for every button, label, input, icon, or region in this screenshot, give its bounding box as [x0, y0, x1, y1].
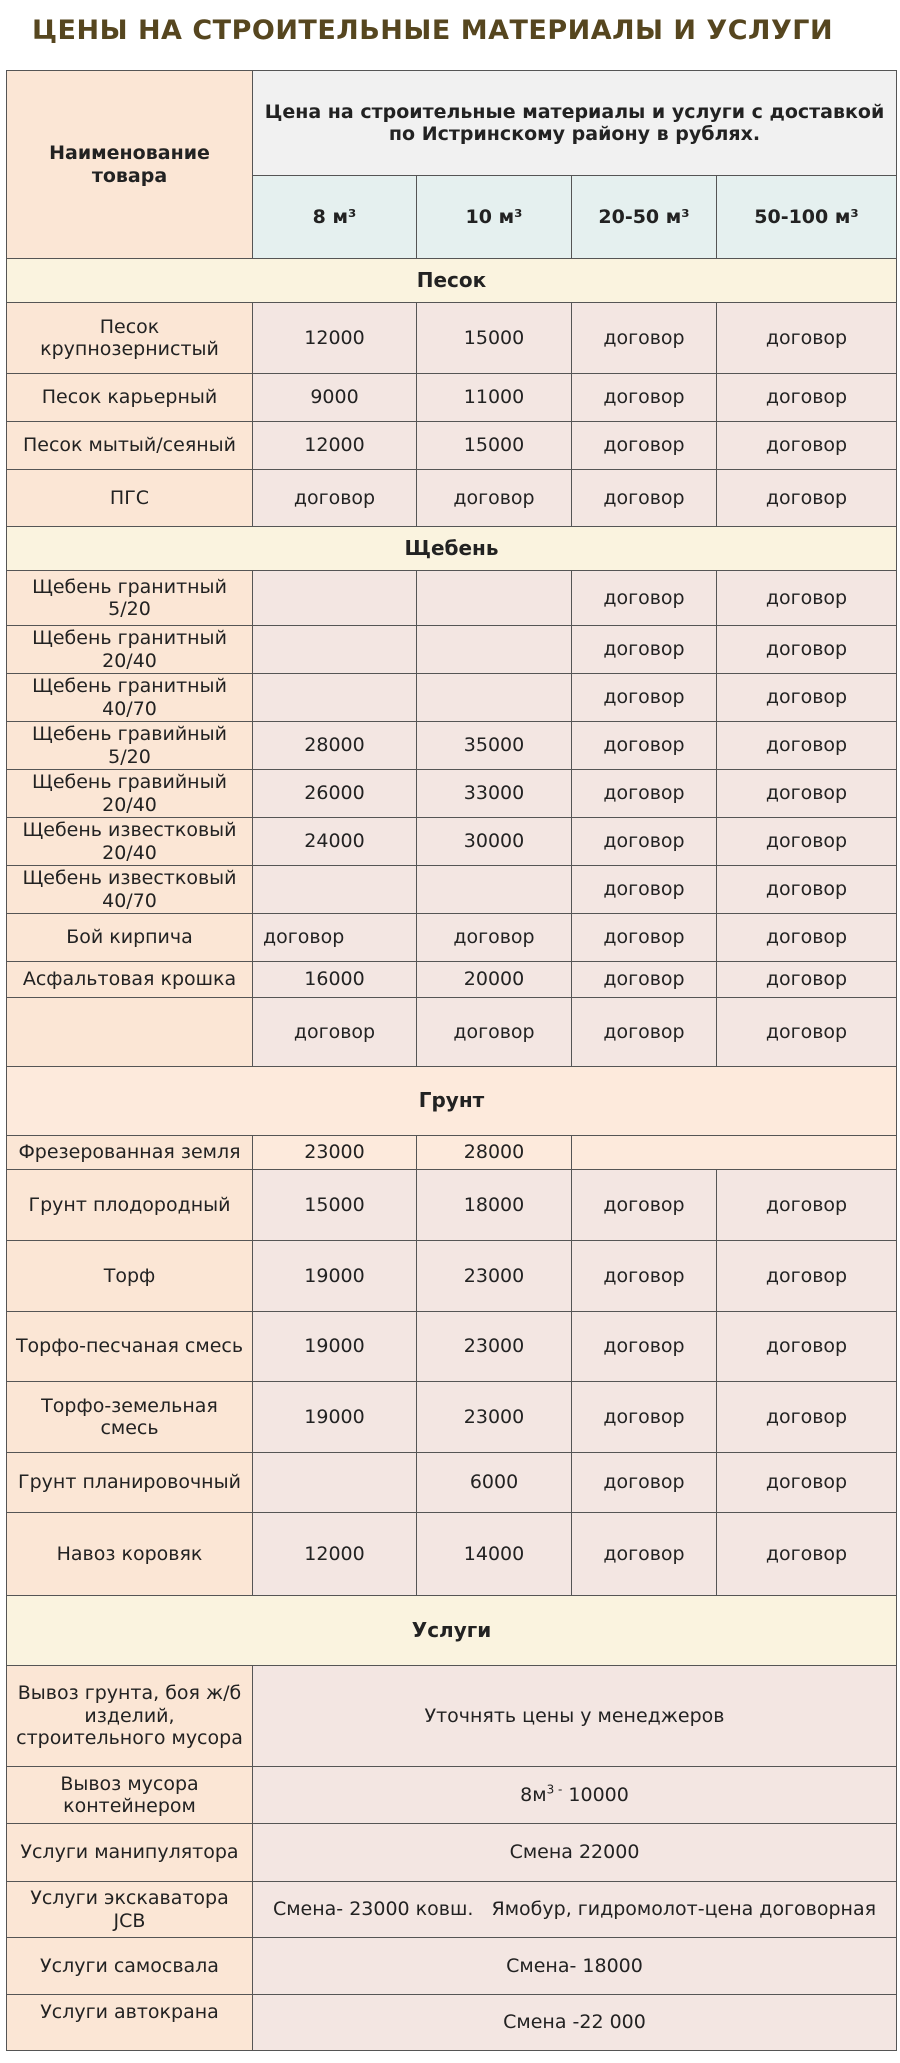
table-row: [7, 303, 897, 374]
price-cell: договор: [253, 998, 417, 1067]
price-cell: договор: [572, 1241, 717, 1312]
table-row: [7, 674, 897, 722]
row-name: Песок карьерный: [7, 374, 253, 422]
row-name: Щебень гравийный 20/40: [7, 770, 253, 818]
row-name: [7, 998, 253, 1067]
table-row: [7, 626, 897, 674]
row-name: Щебень гранитный 20/40: [7, 626, 253, 674]
table-row: [7, 722, 897, 770]
row-name: Асфальтовая крошка: [7, 962, 253, 998]
price-cell: 23000: [417, 1241, 572, 1312]
price-cell: договор: [717, 962, 897, 998]
header-volume-10: 10 м³: [417, 176, 572, 259]
price-cell: 23000: [417, 1312, 572, 1382]
price-cell: договор: [717, 1241, 897, 1312]
price-cell: 23000: [417, 1382, 572, 1453]
price-cell: 30000: [417, 818, 572, 866]
row-name: Вывоз мусора контейнером: [7, 1767, 253, 1824]
price-cell: договор: [717, 674, 897, 722]
price-cell: 19000: [253, 1312, 417, 1382]
price-cell: договор: [717, 374, 897, 422]
section-sand: Песок: [7, 259, 897, 303]
price-cell: договор: [717, 1382, 897, 1453]
price-cell: 28000: [253, 722, 417, 770]
price-cell: договор: [572, 818, 717, 866]
row-name: Фрезерованная земля: [7, 1136, 253, 1170]
price-cell: 11000: [417, 374, 572, 422]
price-cell: договор: [717, 1453, 897, 1513]
service-price: Смена- 18000: [253, 1938, 897, 1995]
price-cell: договор: [717, 422, 897, 470]
price-cell: договор: [572, 770, 717, 818]
table-row: [7, 818, 897, 866]
price-cell: 18000: [417, 1170, 572, 1241]
table-row: [7, 1767, 897, 1824]
price-cell: договор: [717, 998, 897, 1067]
row-name: Грунт планировочный: [7, 1453, 253, 1513]
service-price: Смена -22 000: [253, 1995, 897, 2051]
price-cell: договор: [572, 962, 717, 998]
price-cell: договор: [717, 571, 897, 626]
table-row: [7, 422, 897, 470]
price-cell: договор: [717, 303, 897, 374]
service-price-prefix: 8м: [520, 1783, 547, 1806]
section-services: Услуги: [7, 1596, 897, 1666]
table-row: [7, 470, 897, 527]
price-cell: 12000: [253, 1513, 417, 1596]
service-price: [253, 1767, 897, 1824]
price-cell: договор: [417, 914, 572, 962]
row-name: Торфо-земельная смесь: [7, 1382, 253, 1453]
row-name: Вывоз грунта, боя ж/б изделий, строительного мусора: [7, 1666, 253, 1767]
price-cell: 15000: [253, 1170, 417, 1241]
row-name: Грунт плодородный: [7, 1170, 253, 1241]
price-cell: договор: [572, 866, 717, 914]
price-cell: [417, 626, 572, 674]
price-cell: договор: [572, 374, 717, 422]
page-title: ЦЕНЫ НА СТРОИТЕЛЬНЫЕ МАТЕРИАЛЫ И УСЛУГИ: [32, 15, 834, 46]
row-name: Песок мытый/сеяный: [7, 422, 253, 470]
row-name: Услуги автокрана: [7, 1995, 253, 2051]
price-cell: 6000: [417, 1453, 572, 1513]
table-row: [7, 1513, 897, 1596]
price-cell: 16000: [253, 962, 417, 998]
price-cell: договор: [717, 770, 897, 818]
row-name: Навоз коровяк: [7, 1513, 253, 1596]
price-cell: [417, 866, 572, 914]
price-cell: договор: [572, 1170, 717, 1241]
table-row: [7, 1882, 897, 1938]
price-cell: договор: [572, 303, 717, 374]
price-cell: договор: [717, 914, 897, 962]
price-cell: договор: [572, 470, 717, 527]
row-name: Услуги экскаватора JCB: [7, 1882, 253, 1938]
section-soil: Грунт: [7, 1067, 897, 1136]
header-volume-20-50: 20-50 м³: [572, 176, 717, 259]
price-cell: договор: [717, 1312, 897, 1382]
price-cell: договор: [572, 1453, 717, 1513]
table-row: [7, 1666, 897, 1767]
price-cell: договор: [572, 914, 717, 962]
table-row: [7, 962, 897, 998]
price-cell: договор: [572, 1382, 717, 1453]
price-cell: 35000: [417, 722, 572, 770]
price-cell: [417, 571, 572, 626]
row-name: Щебень известковый 20/40: [7, 818, 253, 866]
price-cell: 19000: [253, 1382, 417, 1453]
row-name: Бой кирпича: [7, 914, 253, 962]
table-row: [7, 1170, 897, 1241]
row-name: Песок крупнозернистый: [7, 303, 253, 374]
row-name: Торф: [7, 1241, 253, 1312]
price-cell: 15000: [417, 422, 572, 470]
price-cell: 15000: [417, 303, 572, 374]
price-cell: 23000: [253, 1136, 417, 1170]
price-cell: договор: [572, 422, 717, 470]
table-row: [7, 1312, 897, 1382]
price-cell: договор: [717, 818, 897, 866]
header-name-column: Наименование товара: [7, 71, 253, 259]
price-cell: договор: [572, 998, 717, 1067]
price-cell: [417, 674, 572, 722]
price-cell: договор: [717, 626, 897, 674]
table-row: [7, 770, 897, 818]
row-name: Щебень гравийный 5/20: [7, 722, 253, 770]
header-volume-8: 8 м³: [253, 176, 417, 259]
table-row: [7, 1995, 897, 2051]
header-volume-50-100: 50-100 м³: [717, 176, 897, 259]
row-name: Услуги самосвала: [7, 1938, 253, 1995]
price-cell: договор: [417, 998, 572, 1067]
price-cell: 19000: [253, 1241, 417, 1312]
service-price: Смена 22000: [253, 1824, 897, 1882]
price-cell: 14000: [417, 1513, 572, 1596]
price-cell: договор: [572, 1312, 717, 1382]
price-cell: 9000: [253, 374, 417, 422]
service-price-suffix: 10000: [562, 1783, 629, 1806]
row-name: Щебень гранитный 40/70: [7, 674, 253, 722]
table-row: [7, 1938, 897, 1995]
table-row: [7, 1382, 897, 1453]
price-cell: договор: [717, 1513, 897, 1596]
service-price-sup: 3 -: [546, 1782, 563, 1797]
price-cell: [572, 1136, 897, 1170]
price-cell: договор: [717, 1170, 897, 1241]
table-row: [7, 866, 897, 914]
price-cell: договор: [717, 470, 897, 527]
header-price-caption: Цена на строительные материалы и услуги с доставкой по Истринскому району в рублях.: [253, 71, 897, 176]
price-cell: договор: [572, 626, 717, 674]
table-row: [7, 998, 897, 1067]
section-gravel: Щебень: [7, 527, 897, 571]
price-cell: договор: [717, 722, 897, 770]
price-cell: договор: [253, 914, 417, 962]
price-cell: 24000: [253, 818, 417, 866]
table-row: [7, 1824, 897, 1882]
table-row: [7, 1453, 897, 1513]
price-cell: [253, 1453, 417, 1513]
price-cell: 26000: [253, 770, 417, 818]
table-row: [7, 571, 897, 626]
price-cell: 28000: [417, 1136, 572, 1170]
price-cell: [253, 674, 417, 722]
price-cell: [253, 626, 417, 674]
price-cell: договор: [572, 674, 717, 722]
price-cell: договор: [417, 470, 572, 527]
row-name: Щебень гранитный 5/20: [7, 571, 253, 626]
price-cell: договор: [253, 470, 417, 527]
price-table: [6, 70, 897, 2051]
table-row: [7, 1136, 897, 1170]
row-name: ПГС: [7, 470, 253, 527]
price-cell: [253, 866, 417, 914]
row-name: Услуги манипулятора: [7, 1824, 253, 1882]
table-row: [7, 914, 897, 962]
table-row: [7, 1241, 897, 1312]
price-cell: договор: [572, 571, 717, 626]
service-price: Смена- 23000 ковш. Ямобур, гидромолот-цена договорная: [253, 1882, 897, 1938]
price-cell: 20000: [417, 962, 572, 998]
price-cell: [253, 571, 417, 626]
price-cell: договор: [572, 722, 717, 770]
price-cell: договор: [572, 1513, 717, 1596]
table-row: [7, 374, 897, 422]
service-price: Уточнять цены у менеджеров: [253, 1666, 897, 1767]
price-cell: 12000: [253, 303, 417, 374]
price-cell: 12000: [253, 422, 417, 470]
price-cell: 33000: [417, 770, 572, 818]
price-cell: договор: [717, 866, 897, 914]
row-name: Щебень известковый 40/70: [7, 866, 253, 914]
row-name: Торфо-песчаная смесь: [7, 1312, 253, 1382]
